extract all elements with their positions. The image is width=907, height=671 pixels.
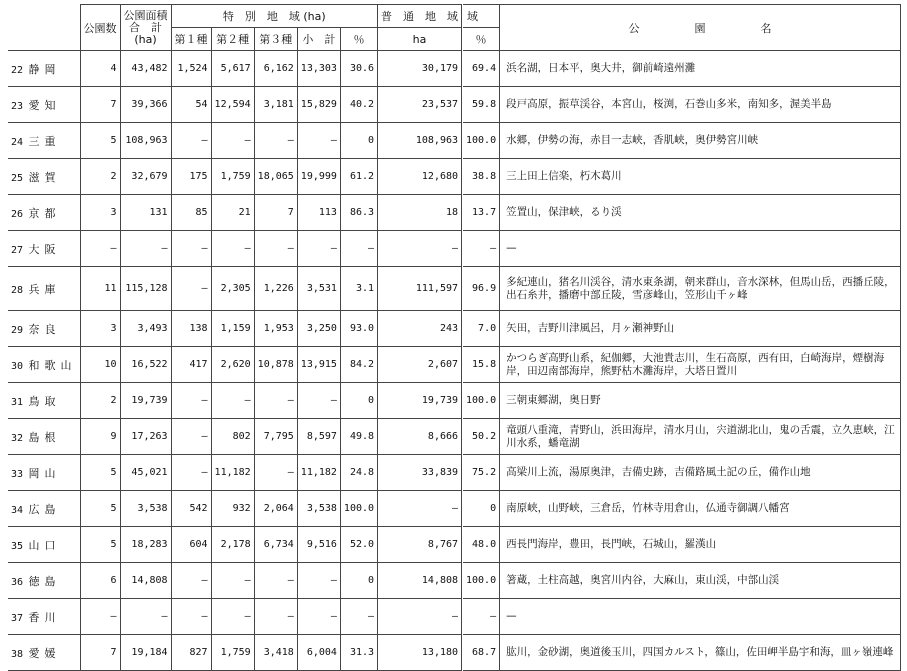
ordinary-percent-cell: — <box>463 599 500 635</box>
park-count-cell: 5 <box>80 491 120 527</box>
park-count-cell: 2 <box>80 159 120 195</box>
prefecture-cell <box>8 347 80 383</box>
park-count-cell: 5 <box>80 123 120 159</box>
prefecture-name: 徳島 <box>28 574 61 588</box>
park-names-cell: 矢田，吉野川津風呂，月ヶ瀬神野山 <box>500 311 901 347</box>
prefecture-cell <box>8 231 80 267</box>
ordinary-ha-cell: — <box>378 599 462 635</box>
special-percent-cell: 100.0 <box>340 491 377 527</box>
table-row <box>463 51 901 87</box>
header-ordinary-percent: ％ <box>463 28 500 51</box>
table-row <box>463 195 901 231</box>
ordinary-percent-cell: 48.0 <box>463 527 500 563</box>
ordinary-percent-cell: 50.2 <box>463 419 500 455</box>
prefecture-name: 香川 <box>28 610 61 624</box>
class3-cell: 6,734 <box>254 527 297 563</box>
class1-cell: 175 <box>171 159 211 195</box>
row-number: 29 <box>11 324 24 336</box>
table-row <box>8 159 462 195</box>
area-total-cell: — <box>120 231 171 267</box>
park-names-cell: — <box>500 231 901 267</box>
class1-cell: 138 <box>171 311 211 347</box>
class3-cell: — <box>254 455 297 491</box>
header-class3: 第３種 <box>254 28 297 51</box>
row-number: 38 <box>11 648 24 660</box>
prefecture-cell <box>8 455 80 491</box>
table-row <box>463 267 901 311</box>
table-row <box>463 527 901 563</box>
area-total-cell: 108,963 <box>120 123 171 159</box>
class2-cell: 11,182 <box>211 455 254 491</box>
table-row <box>8 635 462 671</box>
header-ordinary-area: 普 通 地 域 <box>378 5 462 28</box>
table-row <box>463 159 901 195</box>
class2-cell: 2,305 <box>211 267 254 311</box>
special-percent-cell: 49.8 <box>340 419 377 455</box>
special-percent-cell: 0 <box>340 563 377 599</box>
special-percent-cell: 24.8 <box>340 455 377 491</box>
header-special-area: 特 別 地 域 (ha) <box>171 5 377 28</box>
area-total-cell: 39,366 <box>120 87 171 123</box>
class1-cell: 1,524 <box>171 51 211 87</box>
subtotal-cell: 11,182 <box>297 455 340 491</box>
table-row <box>8 347 462 383</box>
ordinary-ha-cell: 243 <box>378 311 462 347</box>
subtotal-cell: 113 <box>297 195 340 231</box>
park-count-cell: 7 <box>80 635 120 671</box>
row-number: 36 <box>11 576 24 588</box>
special-percent-cell: 61.2 <box>340 159 377 195</box>
class3-cell: 18,065 <box>254 159 297 195</box>
subtotal-cell: 8,597 <box>297 419 340 455</box>
row-number: 33 <box>11 468 24 480</box>
row-number: 26 <box>11 208 24 220</box>
class1-cell: — <box>171 563 211 599</box>
park-names-cell: 三上田上信楽，朽木葛川 <box>500 159 901 195</box>
prefecture-cell <box>8 267 80 311</box>
prefecture-name: 愛知 <box>28 98 61 112</box>
park-names-cell: 笠置山，保津峡，るり渓 <box>500 195 901 231</box>
prefecture-cell <box>8 195 80 231</box>
header-ordinary-ha: ha <box>378 28 462 51</box>
prefecture-name: 大阪 <box>28 242 61 256</box>
class2-cell: 2,620 <box>211 347 254 383</box>
park-count-cell: — <box>80 599 120 635</box>
ordinary-ha-cell: 2,607 <box>378 347 462 383</box>
ordinary-ha-cell: 14,808 <box>378 563 462 599</box>
subtotal-cell: — <box>297 231 340 267</box>
park-names-cell: 段戸高原，振草渓谷，本宮山，桜渕，石巻山多米，南知多，渥美半島 <box>500 87 901 123</box>
row-number: 22 <box>11 64 24 76</box>
header-class2: 第２種 <box>211 28 254 51</box>
prefecture-name: 島根 <box>28 430 61 444</box>
special-percent-cell: — <box>340 231 377 267</box>
prefecture-name: 愛媛 <box>28 646 61 660</box>
header-prefecture-blank <box>8 5 80 51</box>
prefecture-name: 岡山 <box>28 466 61 480</box>
header-ordinary-cont: 域 <box>463 5 500 28</box>
prefecture-cell <box>8 635 80 671</box>
class2-cell: — <box>211 563 254 599</box>
class2-cell: 12,594 <box>211 87 254 123</box>
area-total-cell: 45,021 <box>120 455 171 491</box>
area-total-cell: 17,263 <box>120 419 171 455</box>
subtotal-cell: 3,531 <box>297 267 340 311</box>
table-row <box>463 383 901 419</box>
park-names-cell: 肱川，金砂湖，奥道後玉川，四国カルスト，篠山，佐田岬半島宇和海，皿ヶ嶺連峰 <box>500 635 901 671</box>
area-total-cell: 3,538 <box>120 491 171 527</box>
table-row <box>463 87 901 123</box>
prefecture-cell <box>8 383 80 419</box>
row-number: 25 <box>11 172 24 184</box>
table-row <box>463 491 901 527</box>
class3-cell: 10,878 <box>254 347 297 383</box>
park-names-cell: — <box>500 599 901 635</box>
class3-cell: 3,418 <box>254 635 297 671</box>
area-total-cell: 115,128 <box>120 267 171 311</box>
class2-cell: 5,617 <box>211 51 254 87</box>
ordinary-ha-cell: — <box>378 491 462 527</box>
prefecture-cell <box>8 599 80 635</box>
table-row <box>8 383 462 419</box>
special-percent-cell: — <box>340 599 377 635</box>
ordinary-ha-cell: 19,739 <box>378 383 462 419</box>
table-row <box>463 563 901 599</box>
area-total-cell: 3,493 <box>120 311 171 347</box>
prefecture-name: 兵庫 <box>28 282 61 296</box>
prefecture-name: 滋賀 <box>28 170 61 184</box>
area-total-cell: 19,739 <box>120 383 171 419</box>
table-row <box>463 311 901 347</box>
area-total-cell: 43,482 <box>120 51 171 87</box>
class3-cell: 1,226 <box>254 267 297 311</box>
row-number: 35 <box>11 540 24 552</box>
class2-cell: — <box>211 383 254 419</box>
area-total-cell: 18,283 <box>120 527 171 563</box>
class1-cell: — <box>171 231 211 267</box>
subtotal-cell: 13,915 <box>297 347 340 383</box>
subtotal-cell: 3,538 <box>297 491 340 527</box>
ordinary-ha-cell: 8,666 <box>378 419 462 455</box>
header-park-count: 公園数 <box>80 5 120 51</box>
park-names-cell: 箸蔵，土柱高越，奥宮川内谷，大麻山，東山渓，中部山渓 <box>500 563 901 599</box>
table-row <box>8 267 462 311</box>
park-count-cell: 4 <box>80 51 120 87</box>
park-count-cell: 3 <box>80 195 120 231</box>
park-count-cell: 7 <box>80 87 120 123</box>
prefecture-name: 京都 <box>28 206 61 220</box>
park-names-table <box>463 4 901 671</box>
park-names-cell: 高梁川上流，湯原奥津，吉備史跡，吉備路風土記の丘，備作山地 <box>500 455 901 491</box>
subtotal-cell: 13,303 <box>297 51 340 87</box>
table-row <box>8 87 462 123</box>
special-percent-cell: 3.1 <box>340 267 377 311</box>
row-number: 34 <box>11 504 24 516</box>
table-row <box>8 311 462 347</box>
prefectural-park-area-table <box>8 4 462 671</box>
class2-cell: 2,178 <box>211 527 254 563</box>
class1-cell: — <box>171 419 211 455</box>
prefecture-name: 山口 <box>28 538 61 552</box>
class1-cell: — <box>171 599 211 635</box>
park-count-cell: 10 <box>80 347 120 383</box>
header-area-total-line2: 合 計 <box>129 20 163 34</box>
ordinary-percent-cell: 7.0 <box>463 311 500 347</box>
subtotal-cell: 6,004 <box>297 635 340 671</box>
park-count-cell: 5 <box>80 527 120 563</box>
park-names-cell: 多紀連山，猪名川渓谷，清水東条湖，朝来群山，音水深林，但馬山岳，西播丘陵，出石糸井，播磨中部丘陵，雪彦峰山，笠形山千ヶ峰 <box>500 267 901 311</box>
area-total-cell: 131 <box>120 195 171 231</box>
class3-cell: — <box>254 123 297 159</box>
park-names-cell: 水郷，伊勢の海，赤目一志峡，香肌峡，奥伊勢宮川峡 <box>500 123 901 159</box>
header-class1: 第１種 <box>171 28 211 51</box>
class1-cell: — <box>171 267 211 311</box>
table-row <box>8 455 462 491</box>
subtotal-cell: — <box>297 383 340 419</box>
header-subtotal: 小 計 <box>297 28 340 51</box>
prefecture-name: 和歌山 <box>28 358 77 372</box>
class2-cell: 1,159 <box>211 311 254 347</box>
special-percent-cell: 0 <box>340 383 377 419</box>
table-row <box>8 599 462 635</box>
row-number: 24 <box>11 136 24 148</box>
special-percent-cell: 52.0 <box>340 527 377 563</box>
park-names-cell: 浜名湖，日本平，奥大井，御前崎遠州灘 <box>500 51 901 87</box>
class2-cell: 21 <box>211 195 254 231</box>
table-row <box>463 231 901 267</box>
right-header-row-1 <box>463 5 901 28</box>
table-row <box>8 51 462 87</box>
class3-cell: — <box>254 563 297 599</box>
ordinary-percent-cell: 100.0 <box>463 383 500 419</box>
prefecture-cell <box>8 311 80 347</box>
subtotal-cell: — <box>297 123 340 159</box>
row-number: 30 <box>11 360 24 372</box>
table-row <box>463 123 901 159</box>
table-row <box>8 527 462 563</box>
park-count-cell: — <box>80 231 120 267</box>
ordinary-percent-cell: 75.2 <box>463 455 500 491</box>
subtotal-cell: 9,516 <box>297 527 340 563</box>
table-row <box>8 491 462 527</box>
table-row <box>463 635 901 671</box>
prefecture-name: 奈良 <box>28 322 61 336</box>
class2-cell: 1,759 <box>211 635 254 671</box>
table-row <box>463 599 901 635</box>
class2-cell: — <box>211 599 254 635</box>
ordinary-percent-cell: — <box>463 231 500 267</box>
class3-cell: 2,064 <box>254 491 297 527</box>
prefecture-cell <box>8 527 80 563</box>
class3-cell: — <box>254 383 297 419</box>
table-row <box>8 419 462 455</box>
ordinary-percent-cell: 68.7 <box>463 635 500 671</box>
ordinary-ha-cell: 18 <box>378 195 462 231</box>
class1-cell: 542 <box>171 491 211 527</box>
ordinary-ha-cell: 12,680 <box>378 159 462 195</box>
class3-cell: 1,953 <box>254 311 297 347</box>
prefecture-cell <box>8 563 80 599</box>
table-row <box>463 419 901 455</box>
subtotal-cell: 19,999 <box>297 159 340 195</box>
prefecture-cell <box>8 51 80 87</box>
ordinary-ha-cell: — <box>378 231 462 267</box>
park-count-cell: 9 <box>80 419 120 455</box>
header-special-percent: ％ <box>340 28 377 51</box>
prefecture-cell <box>8 159 80 195</box>
ordinary-ha-cell: 30,179 <box>378 51 462 87</box>
area-total-cell: 14,808 <box>120 563 171 599</box>
special-percent-cell: 84.2 <box>340 347 377 383</box>
subtotal-cell: 3,250 <box>297 311 340 347</box>
prefecture-cell <box>8 491 80 527</box>
subtotal-cell: — <box>297 599 340 635</box>
class2-cell: — <box>211 123 254 159</box>
row-number: 31 <box>11 396 24 408</box>
special-percent-cell: 0 <box>340 123 377 159</box>
class3-cell: 7,795 <box>254 419 297 455</box>
ordinary-ha-cell: 8,767 <box>378 527 462 563</box>
class3-cell: 7 <box>254 195 297 231</box>
area-total-cell: 32,679 <box>120 159 171 195</box>
header-area-total-line1: 公園面積 <box>123 8 168 22</box>
ordinary-percent-cell: 0 <box>463 491 500 527</box>
area-total-cell: 19,184 <box>120 635 171 671</box>
prefecture-cell <box>8 123 80 159</box>
park-count-cell: 11 <box>80 267 120 311</box>
class3-cell: — <box>254 599 297 635</box>
table-row <box>463 347 901 383</box>
prefecture-name: 広島 <box>28 502 61 516</box>
header-area-total-unit: (ha) <box>134 32 157 46</box>
class2-cell: 932 <box>211 491 254 527</box>
ordinary-percent-cell: 59.8 <box>463 87 500 123</box>
ordinary-ha-cell: 111,597 <box>378 267 462 311</box>
class1-cell: 54 <box>171 87 211 123</box>
prefecture-name: 三重 <box>28 134 61 148</box>
prefecture-cell <box>8 87 80 123</box>
ordinary-percent-cell: 69.4 <box>463 51 500 87</box>
row-number: 32 <box>11 432 24 444</box>
class1-cell: 85 <box>171 195 211 231</box>
subtotal-cell: 15,829 <box>297 87 340 123</box>
special-percent-cell: 31.3 <box>340 635 377 671</box>
ordinary-percent-cell: 100.0 <box>463 563 500 599</box>
row-number: 28 <box>11 284 24 296</box>
class2-cell: 1,759 <box>211 159 254 195</box>
ordinary-percent-cell: 96.9 <box>463 267 500 311</box>
class2-cell: 802 <box>211 419 254 455</box>
class2-cell: — <box>211 231 254 267</box>
ordinary-ha-cell: 13,180 <box>378 635 462 671</box>
ordinary-ha-cell: 108,963 <box>378 123 462 159</box>
subtotal-cell: — <box>297 563 340 599</box>
row-number: 23 <box>11 100 24 112</box>
area-total-cell: 16,522 <box>120 347 171 383</box>
class3-cell: 6,162 <box>254 51 297 87</box>
special-percent-cell: 86.3 <box>340 195 377 231</box>
park-count-cell: 5 <box>80 455 120 491</box>
ordinary-ha-cell: 33,839 <box>378 455 462 491</box>
row-number: 27 <box>11 244 24 256</box>
header-area-total <box>120 5 171 51</box>
class1-cell: 827 <box>171 635 211 671</box>
class3-cell: — <box>254 231 297 267</box>
park-count-cell: 2 <box>80 383 120 419</box>
park-names-cell: 南原峡，山野峡，三倉岳，竹林寺用倉山，仏通寺御調八幡宮 <box>500 491 901 527</box>
class3-cell: 3,181 <box>254 87 297 123</box>
park-count-cell: 3 <box>80 311 120 347</box>
class1-cell: — <box>171 455 211 491</box>
class1-cell: 604 <box>171 527 211 563</box>
park-names-cell: かつらぎ高野山系，紀伽郷，大池貴志川，生石高原，西有田，白崎海岸，煙樹海岸，田辺南部海岸，熊野枯木灘海岸，大塔日置川 <box>500 347 901 383</box>
table-row <box>8 231 462 267</box>
park-count-cell: 6 <box>80 563 120 599</box>
special-percent-cell: 30.6 <box>340 51 377 87</box>
class1-cell: — <box>171 383 211 419</box>
special-percent-cell: 93.0 <box>340 311 377 347</box>
park-names-cell: 竜頭八重滝，青野山，浜田海岸，清水月山，宍道湖北山，鬼の舌震，立久恵峡，江川水系，蟠竜湖 <box>500 419 901 455</box>
table-row <box>463 455 901 491</box>
header-row-1 <box>8 5 462 28</box>
class1-cell: — <box>171 123 211 159</box>
table-row <box>8 123 462 159</box>
prefecture-name: 鳥取 <box>28 394 61 408</box>
class1-cell: 417 <box>171 347 211 383</box>
ordinary-percent-cell: 38.8 <box>463 159 500 195</box>
prefecture-cell <box>8 419 80 455</box>
table-row <box>8 563 462 599</box>
ordinary-percent-cell: 15.8 <box>463 347 500 383</box>
table-row <box>8 195 462 231</box>
special-percent-cell: 40.2 <box>340 87 377 123</box>
park-names-cell: 西長門海岸，豊田，長門峡，石城山，羅漢山 <box>500 527 901 563</box>
ordinary-percent-cell: 13.7 <box>463 195 500 231</box>
prefecture-name: 静岡 <box>28 62 61 76</box>
ordinary-percent-cell: 100.0 <box>463 123 500 159</box>
area-total-cell: — <box>120 599 171 635</box>
ordinary-ha-cell: 23,537 <box>378 87 462 123</box>
header-park-names: 公 園 名 <box>500 5 901 51</box>
row-number: 37 <box>11 612 24 624</box>
park-names-cell: 三朝東郷湖，奥日野 <box>500 383 901 419</box>
